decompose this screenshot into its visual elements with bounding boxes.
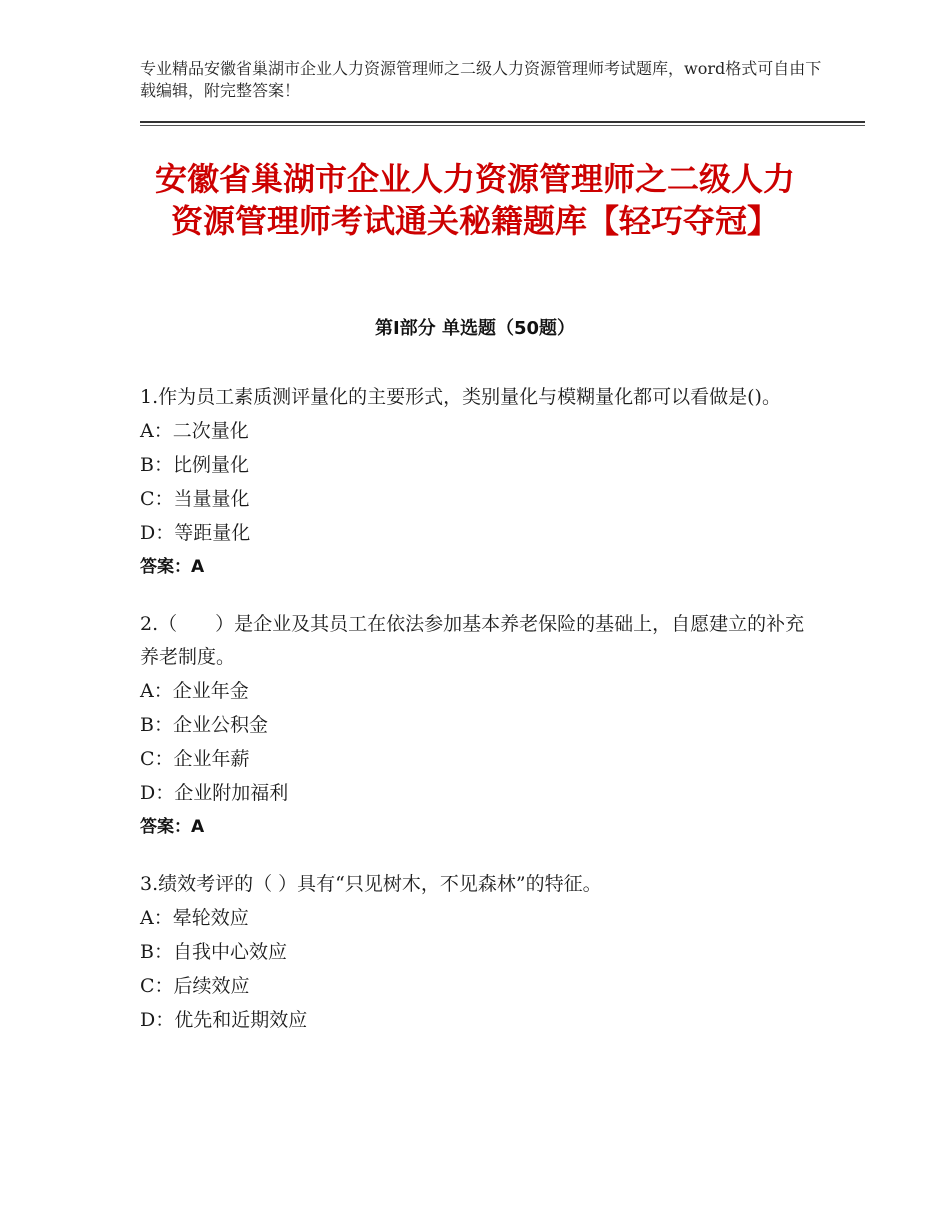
option-c: C：企业年薪 — [140, 748, 250, 770]
question-stem: 2.（ ）是企业及其员工在依法参加基本养老保险的基础上，自愿建立的补充养老制度。 — [140, 613, 805, 668]
question-3 — [140, 868, 810, 1037]
option-a: A：二次量化 — [140, 420, 249, 442]
option-d: D：优先和近期效应 — [140, 1009, 308, 1031]
option-c: C：后续效应 — [140, 975, 250, 997]
header-divider-thick — [140, 121, 865, 123]
question-1 — [140, 381, 810, 584]
section-title: 第Ⅰ部分 单选题（50题） — [374, 318, 575, 339]
question-list — [140, 381, 810, 1061]
option-a: A：晕轮效应 — [140, 907, 249, 929]
option-d: D：企业附加福利 — [140, 782, 289, 804]
document-title: 安徽省巢湖市企业人力资源管理师之二级人力资源管理师考试通关秘籍题库【轻巧夺冠】 — [154, 160, 795, 240]
answer: 答案：A — [140, 557, 205, 577]
header-divider-thin — [140, 125, 865, 126]
header-note: 专业精品安徽省巢湖市企业人力资源管理师之二级人力资源管理师考试题库，word格式可自由下载编辑，附完整答案！ — [140, 59, 822, 100]
answer: 答案：A — [140, 817, 205, 837]
option-b: B：企业公积金 — [140, 714, 268, 736]
option-b: B：自我中心效应 — [140, 941, 287, 963]
question-stem: 1.作为员工素质测评量化的主要形式，类别量化与模糊量化都可以看做是()。 — [140, 386, 781, 408]
option-c: C：当量量化 — [140, 488, 250, 510]
option-d: D：等距量化 — [140, 522, 251, 544]
option-a: A：企业年金 — [140, 680, 249, 702]
question-stem: 3.绩效考评的（ ）具有“只见树木，不见森林”的特征。 — [140, 873, 602, 895]
question-2 — [140, 608, 810, 844]
option-b: B：比例量化 — [140, 454, 249, 476]
